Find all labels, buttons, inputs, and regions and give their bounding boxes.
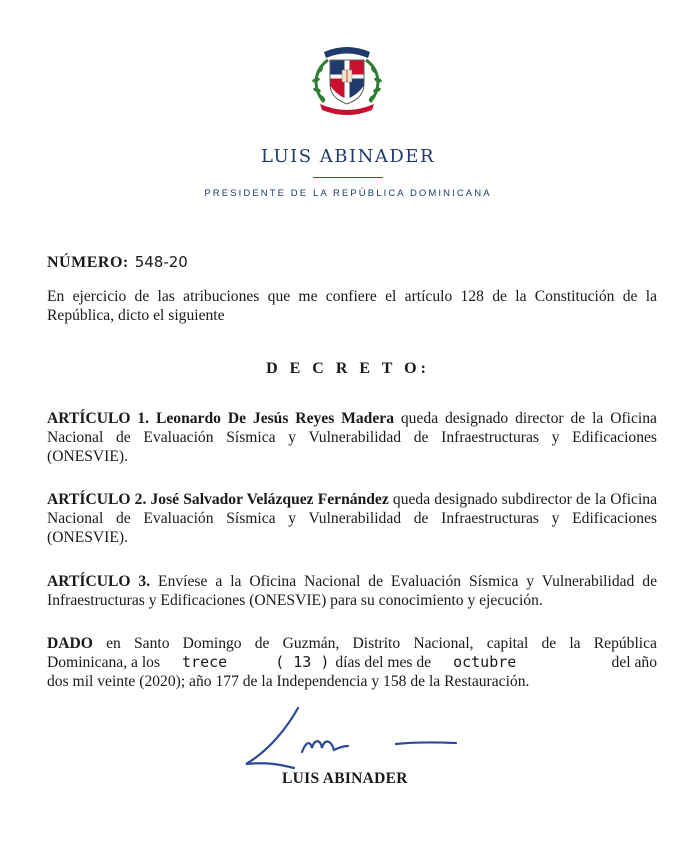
article-2-label: ARTÍCULO 2. bbox=[47, 491, 147, 508]
article-1-text: queda designado director de la Oficina Nacional de Evaluación Sísmica y Vulnerabilidad de Infraestructuras y Edificaciones (ONESVIE). bbox=[47, 410, 657, 465]
dado-mid: días del mes de bbox=[335, 654, 432, 671]
president-title-header: PRESIDENTE DE LA REPÚBLICA DOMINICANA bbox=[204, 188, 492, 199]
article-2 bbox=[47, 490, 657, 547]
article-1 bbox=[47, 409, 657, 466]
dado-suffix: del año bbox=[611, 654, 657, 671]
dado-line-1-text: en Santo Domingo de Guzmán, Distrito Nacional, capital de la República bbox=[106, 635, 657, 652]
dado-day-number: ( 13 ) bbox=[275, 653, 330, 671]
article-2-text: queda designado subdirector de la Oficina Nacional de Evaluación Sísmica y Vulnerabilidad de Infraestructuras y Edificaciones (ONESVIE). bbox=[47, 491, 657, 546]
header-divider bbox=[313, 177, 383, 178]
article-3-label: ARTÍCULO 3. bbox=[47, 573, 151, 590]
decree-heading: D E C R E T O: bbox=[266, 360, 430, 377]
dado-line-2 bbox=[47, 653, 657, 672]
intro-paragraph: En ejercicio de las atribuciones que me confiere el artículo 128 de la Constitución de la República, dicto el siguiente bbox=[47, 288, 657, 324]
dado-label: DADO bbox=[47, 635, 93, 652]
article-1-label: ARTÍCULO 1. bbox=[47, 410, 150, 427]
dado-line-3: dos mil veinte (2020); año 177 de la Independencia y 158 de la Restauración. bbox=[47, 673, 530, 690]
numero-label: NÚMERO: bbox=[47, 254, 129, 271]
handwritten-signature-icon bbox=[236, 702, 466, 780]
numero-value: 548-20 bbox=[134, 253, 188, 271]
president-name-header: LUIS ABINADER bbox=[260, 146, 435, 167]
article-3-text: Envíese a la Oficina Nacional de Evaluación Sísmica y Vulnerabilidad de Infraestructuras y Edificaciones (ONESVIE) para su conocimiento y ejecución. bbox=[47, 573, 657, 609]
dado-prefix: Dominicana, a los bbox=[47, 654, 161, 671]
article-3 bbox=[47, 572, 657, 610]
dado-line-1 bbox=[47, 634, 657, 653]
signatory-name: LUIS ABINADER bbox=[282, 770, 408, 787]
coat-of-arms-icon bbox=[306, 40, 388, 118]
dado-paragraph bbox=[47, 634, 657, 691]
decree-number bbox=[47, 253, 188, 272]
article-2-name: José Salvador Velázquez Fernández bbox=[150, 491, 389, 508]
dado-day-words: trece bbox=[182, 653, 228, 671]
dado-month: octubre bbox=[453, 653, 517, 671]
article-1-name: Leonardo De Jesús Reyes Madera bbox=[155, 410, 394, 427]
